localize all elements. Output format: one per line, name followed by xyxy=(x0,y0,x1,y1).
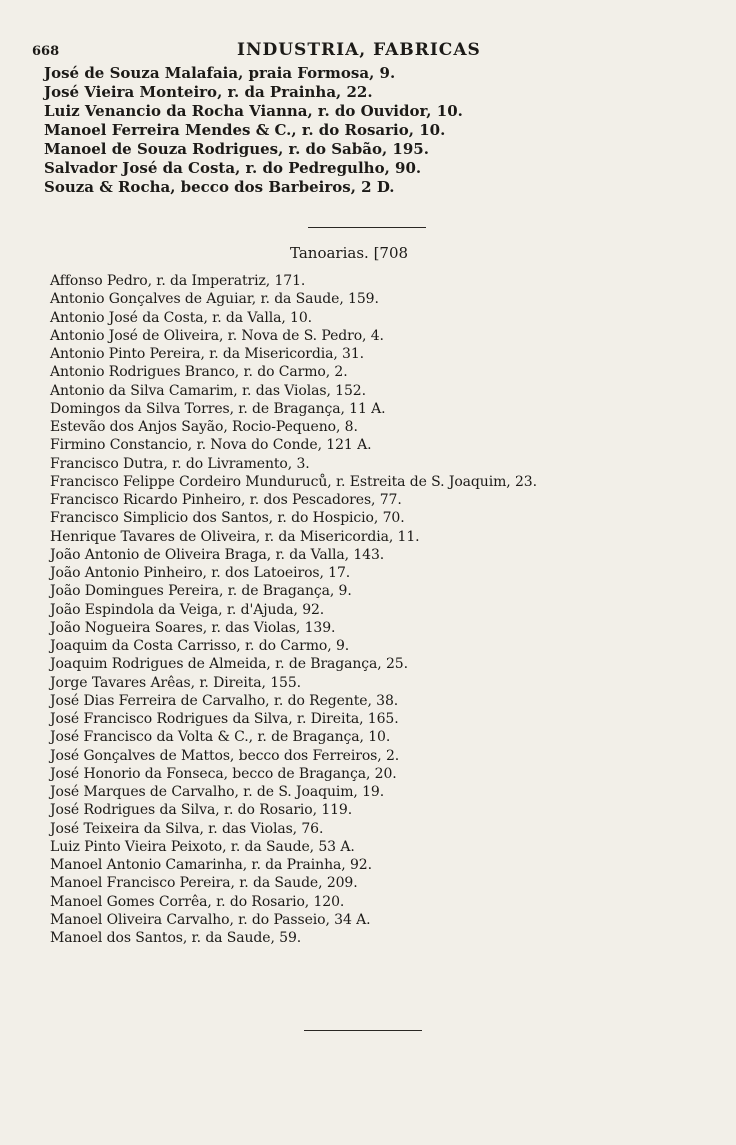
list-entry: Estevão dos Anjos Sayão, Rocio-Pequeno, 8. xyxy=(50,419,358,435)
list-entry: Luiz Pinto Vieira Peixoto, r. da Saude, 53 A. xyxy=(50,838,355,855)
list-entry: Souza & Rocha, becco dos Barbeiros, 2 D. xyxy=(44,178,395,196)
list-entry: Affonso Pedro, r. da Imperatriz, 171. xyxy=(50,273,306,289)
continued-listing xyxy=(44,64,544,197)
list-entry: Manoel Francisco Pereira, r. da Saude, 209. xyxy=(50,875,358,892)
list-entry: Antonio Pinto Pereira, r. da Misericordia, 31. xyxy=(50,346,365,362)
list-entry: José Vieira Monteiro, r. da Prainha, 22. xyxy=(44,83,373,101)
running-title: INDUSTRIA, FABRICAS xyxy=(237,40,481,60)
page-number: 668 xyxy=(32,44,60,59)
list-entry: José Marques de Carvalho, r. de S. Joaquim, 19. xyxy=(50,784,385,800)
list-entry: José Teixeira da Silva, r. das Violas, 76. xyxy=(50,820,324,837)
list-entry: João Domingues Pereira, r. de Bragança, 9. xyxy=(50,583,352,600)
list-entry: Francisco Simplicio dos Santos, r. do Hospicio, 70. xyxy=(50,510,405,527)
list-entry: José Dias Ferreira de Carvalho, r. do Regente, 38. xyxy=(50,692,399,709)
page-header xyxy=(32,40,502,62)
list-entry: João Espindola da Veiga, r. d'Ajuda, 92. xyxy=(50,601,325,618)
list-entry: Jorge Tavares Arêas, r. Direita, 155. xyxy=(50,674,301,691)
list-entry: Antonio da Silva Camarim, r. das Violas, 152. xyxy=(50,382,366,399)
list-entry: José Honorio da Fonseca, becco de Bragança, 20. xyxy=(50,765,397,782)
list-entry: José Francisco da Volta & C., r. de Bragança, 10. xyxy=(50,729,391,746)
end-divider xyxy=(304,1030,422,1031)
section-title: Tanoarias. xyxy=(290,244,369,262)
tanoarias-listing xyxy=(50,272,690,947)
list-entry: Antonio Rodrigues Branco, r. do Carmo, 2. xyxy=(50,364,348,381)
list-entry: Joaquim Rodrigues de Almeida, r. de Bragança, 25. xyxy=(50,656,408,673)
list-entry: Francisco Dutra, r. do Livramento, 3. xyxy=(50,455,310,472)
list-entry: Francisco Ricardo Pinheiro, r. dos Pescadores, 77. xyxy=(50,492,402,508)
section-heading xyxy=(290,244,408,262)
list-entry: Henrique Tavares de Oliveira, r. da Misericordia, 11. xyxy=(50,528,420,545)
list-entry: João Antonio Pinheiro, r. dos Latoeiros, 17. xyxy=(50,565,351,581)
list-entry: Firmino Constancio, r. Nova do Conde, 121 A. xyxy=(50,437,372,454)
list-entry: Manoel Antonio Camarinha, r. da Prainha, 92. xyxy=(50,857,372,873)
section-divider xyxy=(308,227,426,228)
list-entry: Antonio Gonçalves de Aguiar, r. da Saude, 159. xyxy=(50,291,379,308)
list-entry: João Nogueira Soares, r. das Violas, 139. xyxy=(50,619,336,636)
list-entry: José de Souza Malafaia, praia Formosa, 9. xyxy=(44,64,396,82)
list-entry: José Francisco Rodrigues da Silva, r. Direita, 165. xyxy=(50,711,399,727)
list-entry: Manoel dos Santos, r. da Saude, 59. xyxy=(50,930,302,946)
list-entry: Manoel Gomes Corrêa, r. do Rosario, 120. xyxy=(50,893,345,910)
list-entry: Luiz Venancio da Rocha Vianna, r. do Ouvidor, 10. xyxy=(44,102,463,120)
list-entry: Joaquim da Costa Carrisso, r. do Carmo, 9. xyxy=(50,638,350,654)
list-entry: João Antonio de Oliveira Braga, r. da Valla, 143. xyxy=(50,546,385,563)
list-entry: Antonio José da Costa, r. da Valla, 10. xyxy=(50,309,313,326)
list-entry: Francisco Felippe Cordeiro Munduruců, r. Estreita de S. Joaquim, 23. xyxy=(50,473,537,490)
list-entry: Antonio José de Oliveira, r. Nova de S. Pedro, 4. xyxy=(50,327,384,344)
list-entry: Manoel Oliveira Carvalho, r. do Passeio, 34 A. xyxy=(50,911,371,928)
section-number: [708 xyxy=(373,244,409,262)
list-entry: Manoel Ferreira Mendes & C., r. do Rosario, 10. xyxy=(44,121,446,139)
list-entry: José Gonçalves de Mattos, becco dos Ferreiros, 2. xyxy=(50,747,400,764)
list-entry: Domingos da Silva Torres, r. de Bragança, 11 A. xyxy=(50,400,386,417)
list-entry: José Rodrigues da Silva, r. do Rosario, 119. xyxy=(50,802,353,819)
list-entry: Salvador José da Costa, r. do Pedregulho, 90. xyxy=(44,159,422,177)
list-entry: Manoel de Souza Rodrigues, r. do Sabão, 195. xyxy=(44,140,429,158)
